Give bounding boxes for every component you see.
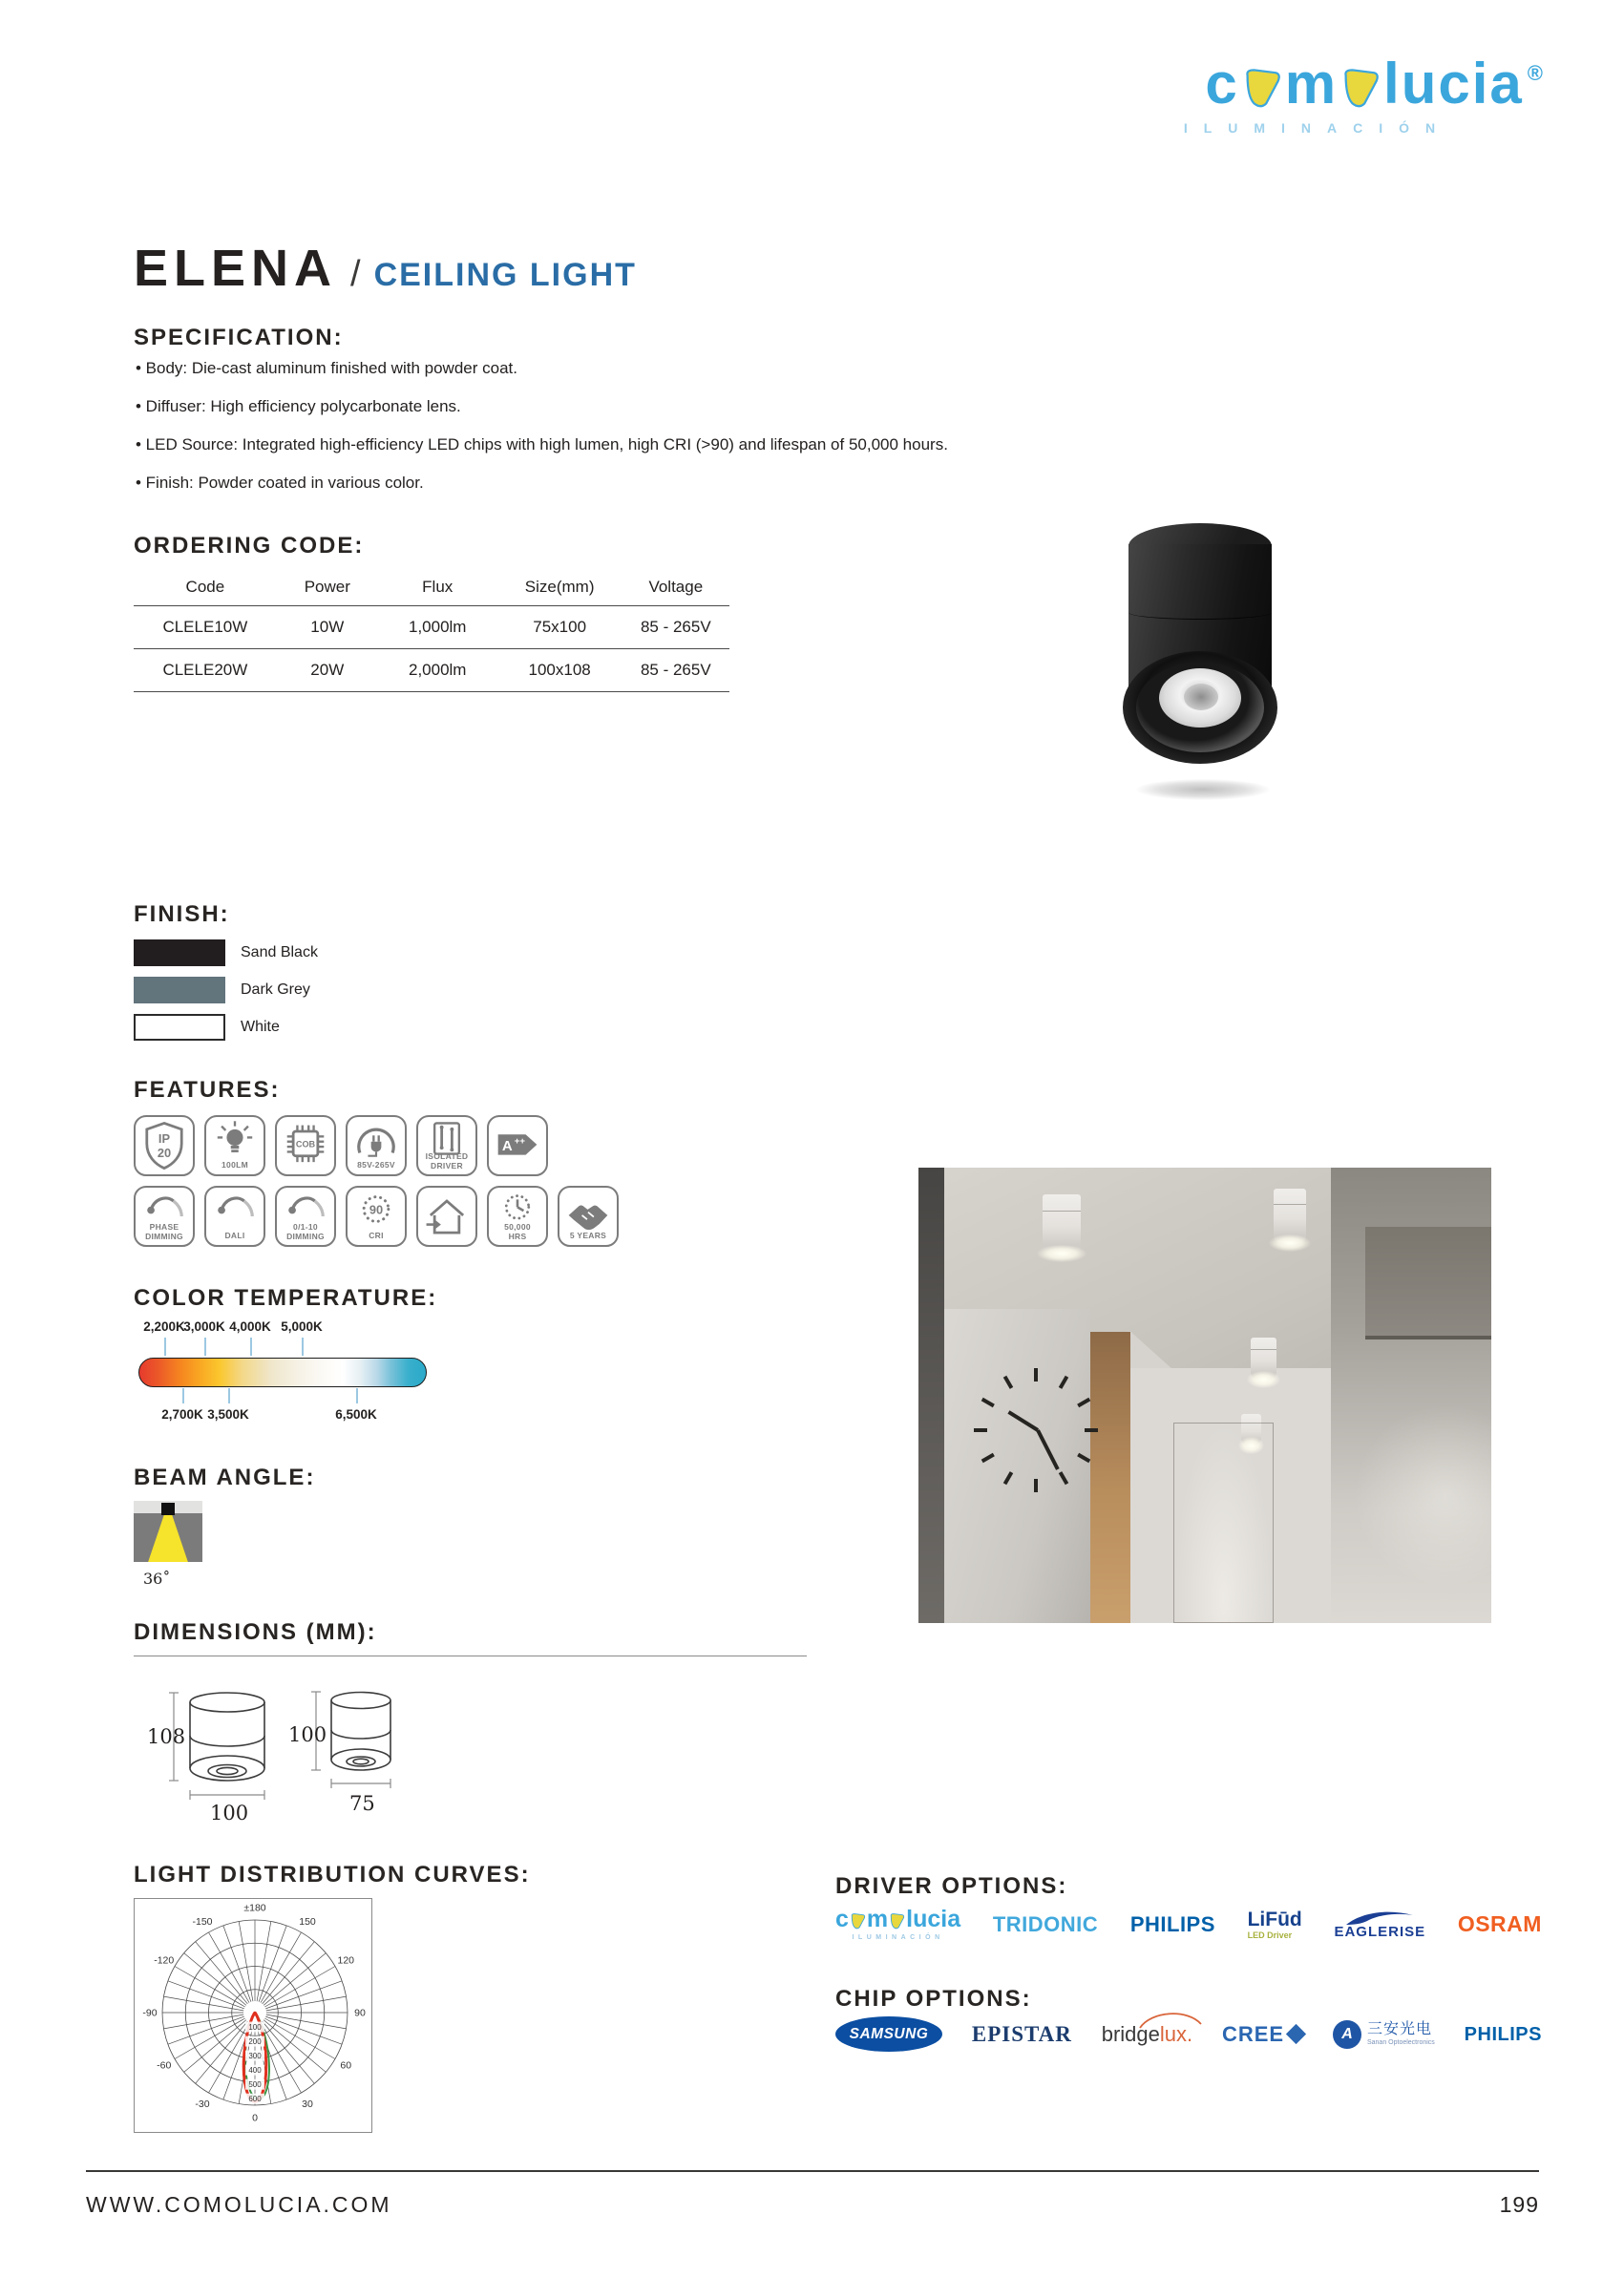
- swatch-sand-black: [134, 939, 225, 966]
- wordmark-text: c: [1205, 52, 1239, 116]
- cell-code: CLELE10W: [162, 618, 248, 636]
- specification-heading: SPECIFICATION:: [134, 325, 344, 350]
- cell-voltage: 85 - 265V: [640, 618, 711, 636]
- cell-flux: 2,000lm: [408, 661, 467, 679]
- spec-item: • Diffuser: High efficiency polycarbonate lens.: [136, 397, 461, 415]
- logo-triangle-icon: [1242, 67, 1282, 111]
- cree-diamond-icon: [1286, 2024, 1306, 2044]
- ordering-code-heading: ORDERING CODE:: [134, 533, 365, 559]
- svg-text:400: 400: [248, 2066, 262, 2076]
- brand-subtitle: ILUMINACIÓN: [1183, 120, 1452, 136]
- light-distribution-heading: LIGHT DISTRIBUTION CURVES:: [134, 1862, 531, 1888]
- lifud-logo: LiFūd LED Driver: [1247, 1908, 1302, 1940]
- ceiling-lamp: [1241, 1414, 1261, 1445]
- cell-size: 100x108: [528, 661, 591, 679]
- specification-list: [136, 359, 948, 512]
- finish-heading: FINISH:: [134, 901, 230, 927]
- energy-class-icon: [487, 1115, 548, 1176]
- indoor-use-icon: [416, 1186, 477, 1247]
- beam-angle-value: 36˚: [143, 1570, 171, 1588]
- product-name: ELENA: [134, 240, 338, 297]
- swatch-white: [134, 1014, 225, 1041]
- brand-wordmark: [1077, 52, 1545, 116]
- cell-voltage: 85 - 265V: [640, 661, 711, 679]
- lifespan-icon: 50,000 HRS: [487, 1186, 548, 1247]
- svg-text:108: 108: [147, 1725, 186, 1748]
- sanan-logo: A 三安光电 Sanan Optoelectronics: [1333, 2020, 1435, 2049]
- spec-item: • Finish: Powder coated in various color.: [136, 474, 424, 492]
- features-heading: FEATURES:: [134, 1077, 281, 1103]
- footer-page-number: 199: [1499, 2192, 1539, 2217]
- driver-options-heading: DRIVER OPTIONS:: [835, 1873, 1068, 1899]
- wordmark-text: m: [1284, 52, 1339, 116]
- col-voltage: Voltage: [648, 578, 704, 596]
- voltage-icon: 85V-265V: [346, 1115, 407, 1176]
- svg-text:-90: -90: [142, 2007, 158, 2019]
- finish-label: Sand Black: [241, 944, 318, 960]
- wall-clock: [964, 1359, 1107, 1502]
- svg-text:500: 500: [248, 2080, 262, 2090]
- cell-power: 20W: [310, 661, 345, 679]
- product-category: CEILING LIGHT: [373, 257, 637, 293]
- svg-text:100: 100: [210, 1802, 249, 1825]
- sanan-mark-icon: A: [1333, 2020, 1361, 2049]
- wordmark-text: lucia: [1383, 52, 1524, 116]
- finish-option: [134, 939, 318, 966]
- svg-text:0: 0: [252, 2112, 258, 2124]
- svg-text:-120: -120: [154, 1954, 175, 1967]
- ct-label: 6,500K: [335, 1407, 377, 1422]
- col-size: Size(mm): [524, 578, 595, 596]
- ceiling-lamp: [1251, 1338, 1276, 1380]
- ceiling-lamp: [1274, 1189, 1306, 1243]
- title-separator: /: [350, 254, 361, 294]
- ceiling-lamp: [1043, 1194, 1081, 1254]
- cell-size: 75x100: [533, 618, 587, 636]
- spec-item: • LED Source: Integrated high-efficiency LED chips with high lumen, high CRI (>90) and lifespan of 50,000 hours.: [136, 435, 948, 453]
- logo-triangle-icon: [1340, 67, 1381, 111]
- svg-text:20: 20: [157, 1145, 172, 1160]
- philips-logo: PHILIPS: [1464, 2023, 1542, 2045]
- col-power: Power: [304, 578, 350, 596]
- ct-label: 3,000K: [183, 1319, 225, 1334]
- ct-label: 2,200K: [143, 1319, 185, 1334]
- bridgelux-arc-icon: [1138, 2009, 1207, 2030]
- swatch-dark-grey: [134, 977, 225, 1003]
- svg-text:100: 100: [288, 1723, 327, 1746]
- ct-label: 5,000K: [281, 1319, 323, 1334]
- brand-logo: [1077, 52, 1545, 136]
- room-photo: [918, 1168, 1491, 1623]
- finish-label: Dark Grey: [241, 981, 310, 998]
- color-temperature-scale: [134, 1319, 449, 1434]
- footer-website: WWW.COMOLUCIA.COM: [86, 2192, 392, 2217]
- spec-item: • Body: Die-cast aluminum finished with powder coat.: [136, 359, 517, 377]
- eaglerise-logo: EAGLERISE: [1334, 1909, 1425, 1939]
- cree-logo: CREE: [1222, 2024, 1303, 2045]
- svg-text:++: ++: [514, 1135, 526, 1147]
- col-code: Code: [185, 578, 225, 596]
- dimension-drawing-small: [286, 1677, 430, 1834]
- isolated-driver-icon: ISOLATED DRIVER: [416, 1115, 477, 1176]
- cri-icon: 90 CRI: [346, 1186, 407, 1247]
- page-title: [134, 239, 637, 298]
- features-row-2: [134, 1186, 619, 1247]
- finish-option: [134, 977, 310, 1003]
- svg-text:200: 200: [248, 2037, 262, 2047]
- ct-label: 4,000K: [229, 1319, 271, 1334]
- svg-text:±180: ±180: [243, 1902, 266, 1914]
- svg-text:60: 60: [340, 2059, 352, 2072]
- col-flux: Flux: [422, 578, 453, 596]
- svg-text:90: 90: [369, 1202, 384, 1217]
- chip-options-heading: CHIP OPTIONS:: [835, 1986, 1032, 2012]
- svg-text:-30: -30: [195, 2098, 210, 2110]
- svg-text:300: 300: [248, 2052, 262, 2061]
- svg-text:30: 30: [302, 2098, 313, 2110]
- svg-text:600: 600: [248, 2095, 262, 2104]
- table-row: [134, 649, 729, 692]
- svg-text:A: A: [501, 1137, 513, 1154]
- dali-icon: DALI: [204, 1186, 265, 1247]
- dimensions-heading: DIMENSIONS (MM):: [134, 1619, 377, 1645]
- osram-logo: OSRAM: [1457, 1911, 1542, 1936]
- bridgelux-logo: bridgelux.: [1102, 2024, 1192, 2045]
- color-temperature-bar: [138, 1358, 427, 1387]
- finish-option: [134, 1014, 280, 1041]
- 0-1-10-dimming-icon: 0/1-10 DIMMING: [275, 1186, 336, 1247]
- beam-angle-heading: BEAM ANGLE:: [134, 1465, 316, 1490]
- driver-logos-row: [835, 1908, 1542, 1941]
- warranty-icon: 5 YEARS: [558, 1186, 619, 1247]
- svg-text:90: 90: [354, 2007, 366, 2019]
- registered-mark: ®: [1527, 61, 1545, 85]
- light-distribution-chart: [134, 1898, 372, 2133]
- ct-label: 3,500K: [207, 1407, 249, 1422]
- comolucia-logo: c m lucia ILUMINACIÓN: [835, 1906, 961, 1941]
- product-photo: [1115, 523, 1287, 810]
- cob-icon: [275, 1115, 336, 1176]
- epistar-logo: EPISTAR: [971, 2022, 1072, 2046]
- color-temperature-heading: COLOR TEMPERATURE:: [134, 1285, 438, 1311]
- svg-text:120: 120: [337, 1954, 355, 1967]
- svg-text:-150: -150: [192, 1916, 213, 1929]
- svg-text:-60: -60: [157, 2059, 172, 2072]
- philips-logo: PHILIPS: [1129, 1911, 1215, 1936]
- room-door: [1173, 1423, 1274, 1623]
- cell-flux: 1,000lm: [408, 618, 467, 636]
- table-header-row: [134, 569, 729, 606]
- svg-text:150: 150: [299, 1916, 316, 1929]
- footer-rule: [86, 2170, 1539, 2172]
- cell-power: 10W: [310, 618, 345, 636]
- samsung-logo: SAMSUNG: [835, 2016, 942, 2052]
- ct-label: 2,700K: [161, 1407, 203, 1422]
- svg-text:75: 75: [349, 1792, 375, 1815]
- svg-text:IP: IP: [158, 1130, 171, 1146]
- svg-text:COB: COB: [295, 1139, 316, 1150]
- tridonic-logo: TRIDONIC: [992, 1911, 1099, 1936]
- beam-angle-icon: [134, 1501, 202, 1562]
- finish-label: White: [241, 1019, 280, 1035]
- ordering-code-table: [134, 569, 729, 692]
- table-row: [134, 606, 729, 649]
- lumen-icon: 100LM: [204, 1115, 265, 1176]
- ip20-icon: [134, 1115, 195, 1176]
- features-row-1: [134, 1115, 548, 1176]
- phase-dimming-icon: PHASE DIMMING: [134, 1186, 195, 1247]
- svg-text:100: 100: [248, 2023, 262, 2033]
- cell-code: CLELE20W: [162, 661, 248, 679]
- chip-logos-row: [835, 2016, 1542, 2052]
